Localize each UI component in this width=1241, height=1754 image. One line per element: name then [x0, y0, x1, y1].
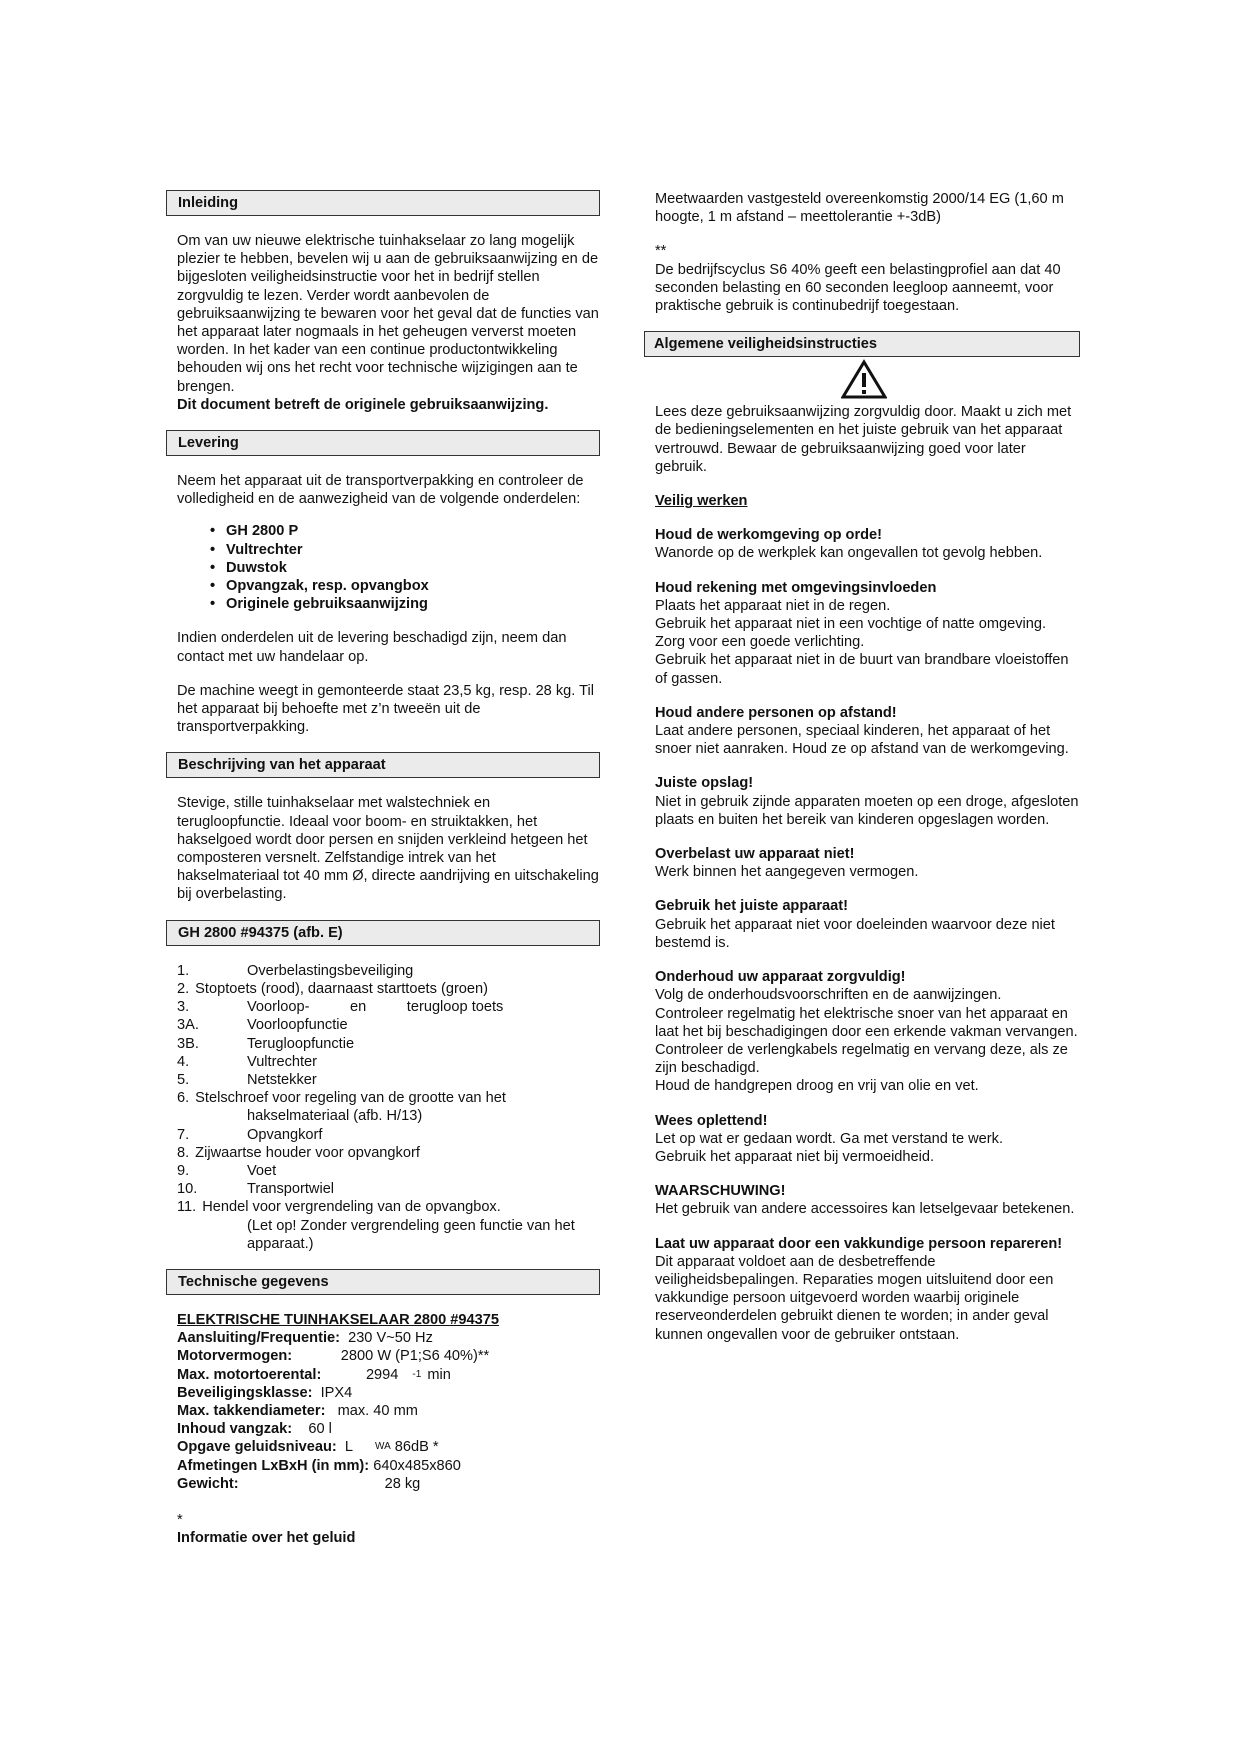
- double-star-footnote: **: [655, 243, 667, 260]
- section-header-intro: Inleiding: [166, 190, 600, 216]
- spec-row: Gewicht: 28 kg: [177, 1475, 421, 1492]
- spec-table: [166, 1329, 600, 1493]
- safety-rule: [655, 968, 1080, 1095]
- warning-triangle-icon: [648, 359, 1080, 399]
- tech-title: ELEKTRISCHE TUINHAKSELAAR 2800 #94375: [177, 1311, 499, 1328]
- list-item: 7. Opvangkorf: [177, 1126, 323, 1143]
- list-item: 3B. Terugloopfunctie: [177, 1035, 355, 1052]
- section-header-tech: Technische gegevens: [166, 1269, 600, 1295]
- safety-rule: [655, 579, 1080, 688]
- safety-rule: [655, 1112, 1080, 1167]
- safety-rule: [655, 774, 1080, 829]
- spec-row: Inhoud vangzak: 60 l: [177, 1421, 332, 1438]
- safety-rule-text: Laat andere personen, speciaal kinderen, het apparaat of het snoer niet aanraken. Houd ze op afstand van de werkomgeving.: [655, 723, 1069, 758]
- safety-rule-text: Wanorde op de werkplek kan ongevallen tot gevolg hebben.: [655, 545, 1043, 562]
- section-header-safety: Algemene veiligheidsinstructies: [644, 331, 1080, 357]
- safety-rule: [655, 1182, 1080, 1218]
- safety-rule-text: Gebruik het apparaat niet voor doeleinden waarvoor deze niet bestemd is.: [655, 916, 1055, 951]
- section-header-parts: GH 2800 #94375 (afb. E): [166, 920, 600, 946]
- safe-work-heading: Veilig werken: [655, 493, 748, 510]
- description-paragraph: Stevige, stille tuinhakselaar met walstechniek en terugloopfunctie. Ideaal voor boom- en struiktakken, het hakselgoed wordt door persen en snijden verkleind hetgeen het composteren versnelt. Zelfstandige intrek van het hakselmateriaal tot 40 mm Ø, directe aandrijving en uitschakeling bij overbelasting.: [177, 795, 599, 903]
- list-item: • Duwstok: [226, 559, 600, 577]
- list-item: 9. Voet: [177, 1162, 277, 1179]
- safety-rule-text: Dit apparaat voldoet aan de desbetreffende veiligheidsbepalingen. Reparaties mogen uitsluitend door een vakkundige persoon uitgevoerd worden waarbij originele reserveonderdelen gebruikt dienen te worden; in ander geval kunnen ongevallen voor de gebruiker ontstaan.: [655, 1253, 1054, 1343]
- list-item: 6. Stelschroef voor regeling van de grootte van het: [177, 1090, 506, 1107]
- safety-rule-text: Gebruik het apparaat niet bij vermoeidheid.: [655, 1148, 935, 1165]
- footnote-title: Informatie over het geluid: [177, 1530, 356, 1547]
- safety-rule: [655, 1235, 1080, 1344]
- safety-rule-text: Gebruik het apparaat niet in de buurt van brandbare vloeistoffen of gassen.: [655, 652, 1069, 687]
- spec-row: Afmetingen LxBxH (in mm): 640x485x860: [177, 1457, 461, 1474]
- right-column: [648, 190, 1080, 1360]
- list-item: • Vultrechter: [226, 541, 600, 559]
- safety-rule-text: Controleer de verlengkabels regelmatig en vervang deze, als ze zijn beschadigd.: [655, 1041, 1068, 1077]
- spec-row: Motorvermogen: 2800 W (P1;S6 40%)**: [177, 1348, 490, 1365]
- list-item: 10. Transportwiel: [177, 1181, 335, 1198]
- safety-rule-title: Overbelast uw apparaat niet!: [655, 846, 855, 863]
- delivery-paragraph: Neem het apparaat uit de transportverpakking en controleer de volledigheid en de aanwezigheid van de volgende onderdelen:: [177, 473, 584, 508]
- delivery-weight-paragraph: De machine weegt in gemonteerde staat 23,5 kg, resp. 28 kg. Til het apparaat bij behoefte met z’n tweeën uit de transportverpakking.: [177, 682, 594, 736]
- safety-rule: [655, 526, 1080, 562]
- intro-bold-line: Dit document betreft de originele gebruiksaanwijzing.: [177, 396, 549, 413]
- list-item-continuation: hakselmateriaal (afb. H/13): [247, 1108, 423, 1125]
- spec-row: Aansluiting/Frequentie: 230 V~50 Hz: [177, 1330, 433, 1347]
- safety-rule-title: Juiste opslag!: [655, 775, 754, 792]
- duty-paragraph: De bedrijfscyclus S6 40% geeft een belastingprofiel aan dat 40 seconden belasting en 60 seconden leegloop aanneemt, voor praktische gebruik is continubedrijf toegestaan.: [655, 261, 1061, 315]
- safety-rule-title: Onderhoud uw apparaat zorgvuldig!: [655, 969, 906, 986]
- left-column: [166, 190, 600, 1547]
- footnote-mark: *: [177, 1511, 183, 1528]
- safety-rule-title: Houd andere personen op afstand!: [655, 704, 897, 721]
- list-item: 5. Netstekker: [177, 1071, 317, 1088]
- section-header-delivery: Levering: [166, 430, 600, 456]
- spec-row: Max. takkendiameter: max. 40 mm: [177, 1402, 418, 1419]
- list-item: 8. Zijwaartse houder voor opvangkorf: [177, 1144, 420, 1161]
- safety-rule-title: Gebruik het juiste apparaat!: [655, 898, 849, 915]
- list-item: 3. Voorloop- en terugloop toets: [177, 999, 504, 1016]
- list-item: • GH 2800 P: [226, 522, 600, 540]
- safety-rule-title: Houd de werkomgeving op orde!: [655, 527, 883, 544]
- safety-rule-text: Houd de handgrepen droog en vrij van olie en vet.: [655, 1078, 979, 1095]
- delivery-list: [166, 522, 600, 613]
- safety-rule: [655, 845, 1080, 881]
- list-item: 11. Hendel voor vergrendeling van de opvangbox.: [177, 1199, 501, 1216]
- safety-rule-text: Werk binnen het aangegeven vermogen.: [655, 864, 919, 881]
- list-item-continuation: (Let op! Zonder vergrendeling geen functie van het apparaat.): [247, 1217, 575, 1252]
- list-item: • Originele gebruiksaanwijzing: [226, 595, 600, 613]
- list-item: 3A. Voorloopfunctie: [177, 1017, 348, 1034]
- parts-list: [166, 962, 600, 1253]
- spec-row: Max. motortoerental: 2994 -1 min: [177, 1366, 451, 1383]
- safety-rule-text: Het gebruik van andere accessoires kan letselgevaar betekenen.: [655, 1201, 1075, 1218]
- list-item: 4. Vultrechter: [177, 1053, 318, 1070]
- section-header-description: Beschrijving van het apparaat: [166, 752, 600, 778]
- safety-rule: [655, 704, 1080, 759]
- safety-rules: [648, 526, 1080, 1344]
- delivery-damage-paragraph: Indien onderdelen uit de levering beschadigd zijn, neem dan contact met uw handelaar op.: [177, 630, 567, 665]
- safety-rule-text: Controleer regelmatig het elektrische snoer van het apparaat en laat het bij beschadigingen door een erkende vakman vervangen.: [655, 1005, 1078, 1040]
- safety-rule-text: Niet in gebruik zijnde apparaten moeten op een droge, afgesloten plaats en buiten het bereik van kinderen opgeslagen worden.: [655, 793, 1079, 828]
- safety-rule-title: Houd rekening met omgevingsinvloeden: [655, 579, 937, 596]
- list-item: 1. Overbelastingsbeveiliging: [177, 962, 414, 979]
- measure-paragraph: Meetwaarden vastgesteld overeenkomstig 2000/14 EG (1,60 m hoogte, 1 m afstand – meettolerantie +-3dB): [655, 191, 1064, 226]
- safety-rule-title: Wees oplettend!: [655, 1112, 768, 1129]
- safety-rule-text: Volg de onderhoudsvoorschriften en de aanwijzingen.: [655, 987, 1002, 1004]
- intro-paragraph: Om van uw nieuwe elektrische tuinhakselaar zo lang mogelijk plezier te hebben, bevelen wij u aan de gebruiksaanwijzing en de bijgesloten veiligheidsinstructie voor het in bedrijf stellen zorgvuldig te lezen. Verder wordt aanbevolen de gebruiksaanwijzing te bewaren voor het geval dat de functies van het apparaat later nogmaals in het geheugen ververst moeten worden. In het kader van een continue productontwikkeling behouden wij ons het recht voor technische wijzigingen aan te brengen.: [177, 233, 599, 395]
- spec-row: Beveiligingsklasse: IPX4: [177, 1384, 353, 1401]
- safety-rule: [655, 897, 1080, 952]
- safety-rule-text: Gebruik het apparaat niet in een vochtige of natte omgeving. Zorg voor een goede verlichting.: [655, 616, 1047, 651]
- list-item: • Opvangzak, resp. opvangbox: [226, 577, 600, 595]
- safety-intro: Lees deze gebruiksaanwijzing zorgvuldig door. Maakt u zich met de bedieningselementen en het juiste gebruik van het apparaat vertrouwd. Bewaar de gebruiksaanwijzing goed voor later gebruik.: [655, 404, 1072, 475]
- safety-rule-title: WAARSCHUWING!: [655, 1183, 786, 1200]
- spec-row: Opgave geluidsniveau: L WA 86dB *: [177, 1439, 439, 1456]
- safety-rule-text: Plaats het apparaat niet in de regen.: [655, 597, 891, 614]
- safety-rule-text: Let op wat er gedaan wordt. Ga met verstand te werk.: [655, 1130, 1003, 1147]
- safety-rule-title: Laat uw apparaat door een vakkundige persoon repareren!: [655, 1235, 1063, 1252]
- list-item: 2. Stoptoets (rood), daarnaast starttoets (groen): [177, 980, 489, 997]
